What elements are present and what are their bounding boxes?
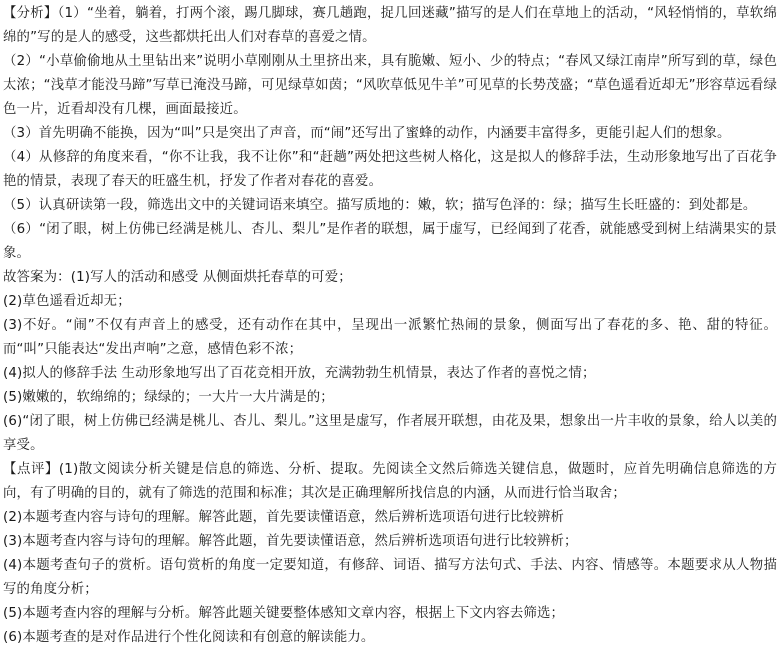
analysis-intro-paragraph: 【分析】（1）“坐着，躺着，打两个滚，踢几脚球，赛几趟跑，捉几回迷藏”描写的是人们在草地上的活动，“风轻悄悄的，草软绵绵的”写的是人的感受，这些都烘托出人们对春草的喜爱之情。 (3, 6, 777, 45)
answer-item-6: (6)“闭了眼，树上仿佛已经满是桃儿、杏儿、梨儿。”这里是虚写，作者展开联想，由花及果，想象出一片丰收的景象，给人以美的享受。 (3, 414, 777, 453)
comment-item-5: (5)本题考查内容的理解与分析。解答此题关键要整体感知文章内容，根据上下文内容去筛选； (3, 606, 565, 621)
answer-intro-paragraph: 故答案为：(1)写人的活动和感受 从侧面烘托春草的可爱； (3, 270, 352, 285)
comment-item-4: (4)本题考查句子的赏析。语句赏析的角度一定要知道，有修辞、词语、描写方法句式、手法、内容、情感等。本题要求从人物描写的角度分析； (3, 558, 777, 597)
analysis-item-2: （2）“小草偷偷地从土里钻出来”说明小草刚刚从土里挤出来，具有脆嫩、短小、少的特点；“春风又绿江南岸”所写到的草，绿色太浓；“浅草才能没马蹄”写草已淹没马蹄，可见绿草如茵；“风吹草低见牛羊”可见草的长势茂盛；“草色遥看近却无”形容草远看绿色一片，近看却没有几棵，画面最接近。 (3, 54, 777, 117)
answer-item-3: (3)不好。“闹”不仅有声音上的感受，还有动作在其中，呈现出一派繁忙热闹的景象，侧面写出了春花的多、艳、甜的特征。而“叫”只能表达“发出声响”之意，感情色彩不浓； (3, 318, 777, 357)
answer-item-5: (5)嫩嫩的，软绵绵的；绿绿的；一大片一大片满是的； (3, 390, 334, 405)
analysis-item-6: （6）“闭了眼，树上仿佛已经满是桃儿、杏儿、梨儿”是作者的联想，属于虚写，已经闻到了花香，就能感受到树上结满果实的景象。 (3, 222, 777, 261)
comment-item-6: (6)本题考查的是对作品进行个性化阅读和有创意的解读能力。 (3, 630, 375, 645)
comment-item-3: (3)本题考查内容与诗句的理解。解答此题，首先要读懂语意，然后辨析选项语句进行比较辨析； (3, 534, 578, 549)
answer-item-2: (2)草色遥看近却无； (3, 294, 131, 309)
answer-item-4: (4)拟人的修辞手法 生动形象地写出了百花竞相开放，充满勃勃生机情景，表达了作者的喜悦之情； (3, 366, 596, 381)
comment-item-2: (2)本题考查内容与诗句的理解。解答此题，首先要读懂语意，然后辨析选项语句进行比较辨析 (3, 510, 565, 525)
comment-intro-paragraph: 【点评】(1)散文阅读分析关键是信息的筛选、分析、提取。先阅读全文然后筛选关键信息，做题时，应首先明确信息筛选的方向，有了明确的目的，就有了筛选的范围和标准；其次是正确理解所找信息的内涵，从而进行恰当取舍； (3, 462, 777, 501)
analysis-item-5: （5）认真研读第一段，筛选出文中的关键词语来填空。描写质地的：嫩，软；描写色泽的：绿；描写生长旺盛的：到处都是。 (3, 198, 757, 213)
analysis-item-3: （3）首先明确不能换，因为“叫”只是突出了声音，而“闹”还写出了蜜蜂的动作，内涵要丰富得多，更能引起人们的想象。 (3, 126, 731, 141)
analysis-item-4: （4）从修辞的角度来看，“你不让我，我不让你”和“赶趟”两处把这些树人格化，这是拟人的修辞手法，生动形象地写出了百花争艳的情景，表现了春天的旺盛生机，抒发了作者对春花的喜爱。 (3, 150, 777, 189)
